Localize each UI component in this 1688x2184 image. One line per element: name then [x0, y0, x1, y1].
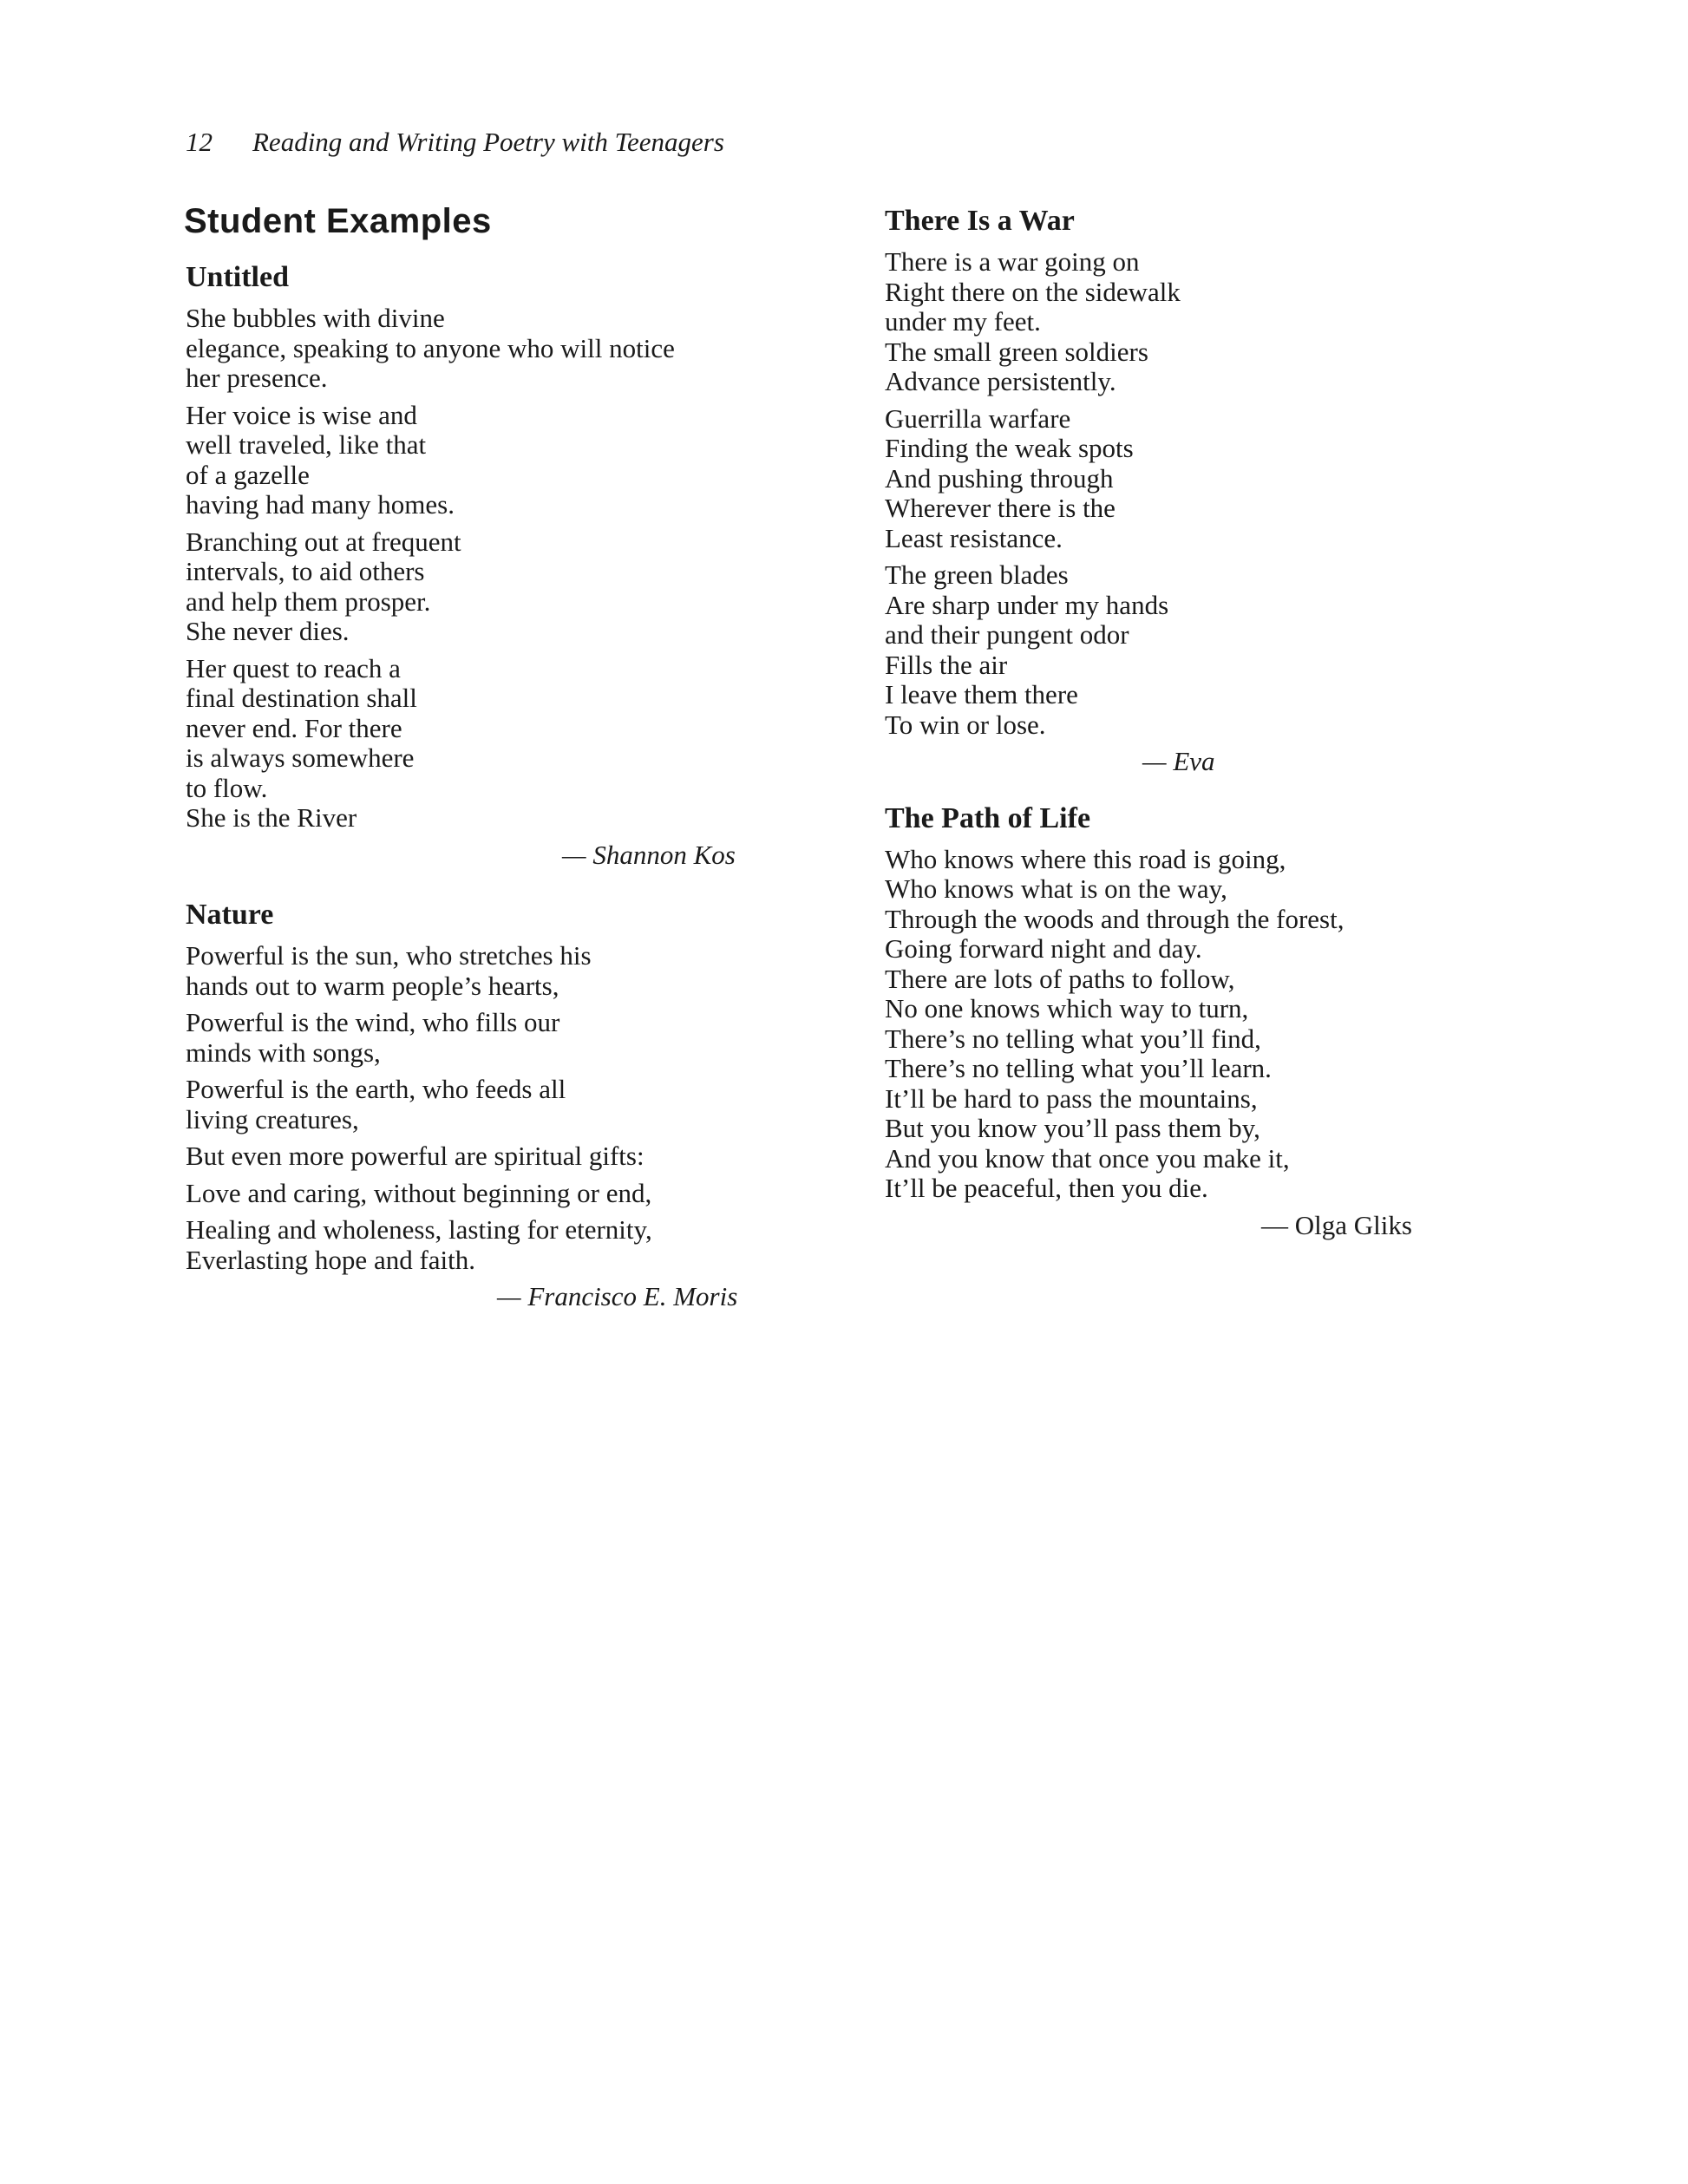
poem-line: Powerful is the sun, who stretches his [186, 940, 592, 971]
poem-line: living creatures, [186, 1103, 359, 1135]
poem-line: She never dies. [186, 616, 350, 646]
poem-line: elegance, speaking to anyone who will notice [186, 332, 675, 363]
poem-line: There’s no telling what you’ll find, [885, 1023, 1261, 1054]
poem-line: Through the woods and through the forest, [885, 903, 1345, 934]
poem-line: I leave them there [885, 679, 1078, 709]
poem-line: The green blades [885, 559, 1069, 590]
poem-line: Wherever there is the [885, 493, 1116, 523]
poem-line: Finding the weak spots [885, 433, 1134, 463]
poem-line: Fills the air [885, 649, 1008, 680]
poem-line: Guerrilla warfare [885, 402, 1071, 434]
poem-line: Her voice is wise and [186, 399, 417, 430]
poem-line: Healing and wholeness, lasting for eternity, [186, 1214, 652, 1245]
stanza [885, 247, 1527, 397]
poem-line: And pushing through [885, 462, 1114, 494]
page-number: 12 [186, 127, 213, 157]
poem-line: is always somewhere [186, 742, 415, 773]
poem-line: There’s no telling what you’ll learn. [885, 1053, 1272, 1083]
poem-line: Advance persistently. [885, 366, 1116, 396]
poem-line: minds with songs, [186, 1036, 381, 1068]
poem-line: She bubbles with divine [186, 303, 445, 333]
running-header [186, 128, 724, 157]
poem-title: The Path of Life [885, 801, 1091, 834]
poem-there-is-a-war [885, 204, 1527, 777]
poem-line: intervals, to aid others [186, 556, 425, 586]
poem-line: Are sharp under my hands [885, 589, 1169, 620]
poem-line: never end. For there [186, 712, 402, 743]
poem-line: Least resistance. [885, 522, 1063, 553]
poem-title: Nature [186, 899, 274, 931]
section-title: Student Examples [184, 202, 492, 240]
poem-line: Her quest to reach a [186, 652, 401, 683]
poem-the-path-of-life [885, 801, 1527, 1241]
poem-line: It’ll be peaceful, then you die. [885, 1173, 1208, 1203]
poem-line: Who knows where this road is going, [885, 843, 1286, 874]
stanza [186, 941, 810, 1001]
poem-line: She is the River [186, 802, 357, 833]
stanza [885, 404, 1527, 554]
poem-line: And you know that once you make it, [885, 1142, 1290, 1174]
poem-line: and their pungent odor [885, 619, 1129, 650]
stanza [186, 1179, 810, 1209]
poem-line: hands out to warm people’s hearts, [186, 970, 559, 1001]
stanza [186, 1008, 810, 1068]
poem-attribution: — Olga Gliks [1261, 1209, 1412, 1240]
poem-attribution: — Francisco E. Moris [497, 1281, 738, 1311]
stanza [885, 845, 1527, 1204]
stanza [186, 1075, 810, 1135]
stanza [186, 654, 810, 834]
poem-line: Everlasting hope and faith. [186, 1244, 476, 1275]
poem-line: Right there on the sidewalk [885, 276, 1181, 307]
stanza [186, 401, 810, 520]
stanza [186, 527, 810, 647]
poem-line: of a gazelle [186, 459, 310, 490]
poem-line: and help them prosper. [186, 585, 431, 617]
poem-line: Going forward night and day. [885, 933, 1202, 964]
poem-line: well traveled, like that [186, 429, 427, 460]
stanza [885, 560, 1527, 740]
poem-line: The small green soldiers [885, 336, 1148, 367]
stanza [186, 304, 810, 394]
poem-line: There is a war going on [885, 246, 1140, 277]
poem-line: But you know you’ll pass them by, [885, 1113, 1260, 1143]
poem-line: Love and caring, without beginning or end, [186, 1177, 652, 1208]
poem-line: having had many homes. [186, 489, 455, 520]
poem-line: But even more powerful are spiritual gifts: [186, 1141, 644, 1171]
poem-title: There Is a War [885, 205, 1075, 237]
poem-line: Powerful is the earth, who feeds all [186, 1074, 566, 1104]
left-column [186, 260, 810, 1312]
poem-line: No one knows which way to turn, [885, 993, 1249, 1023]
right-column [885, 204, 1527, 1240]
poem-line: her presence. [186, 363, 328, 393]
poem-nature [186, 898, 810, 1312]
running-title: Reading and Writing Poetry with Teenagers [252, 127, 724, 157]
stanza [186, 1141, 810, 1172]
poem-line: To win or lose. [885, 709, 1046, 740]
poem-attribution: — Shannon Kos [562, 839, 736, 870]
poem-line: There are lots of paths to follow, [885, 963, 1235, 994]
poem-title: Untitled [186, 261, 289, 293]
stanza [186, 1215, 810, 1275]
poem-line: under my feet. [885, 306, 1041, 337]
poem-line: to flow. [186, 772, 268, 803]
poem-untitled [186, 260, 810, 870]
poem-line: It’ll be hard to pass the mountains, [885, 1082, 1258, 1114]
poem-line: final destination shall [186, 683, 417, 713]
poem-line: Who knows what is on the way, [885, 873, 1227, 904]
poem-line: Branching out at frequent [186, 526, 461, 557]
poem-line: Powerful is the wind, who fills our [186, 1007, 560, 1037]
poem-attribution: — Eva [1142, 746, 1215, 776]
